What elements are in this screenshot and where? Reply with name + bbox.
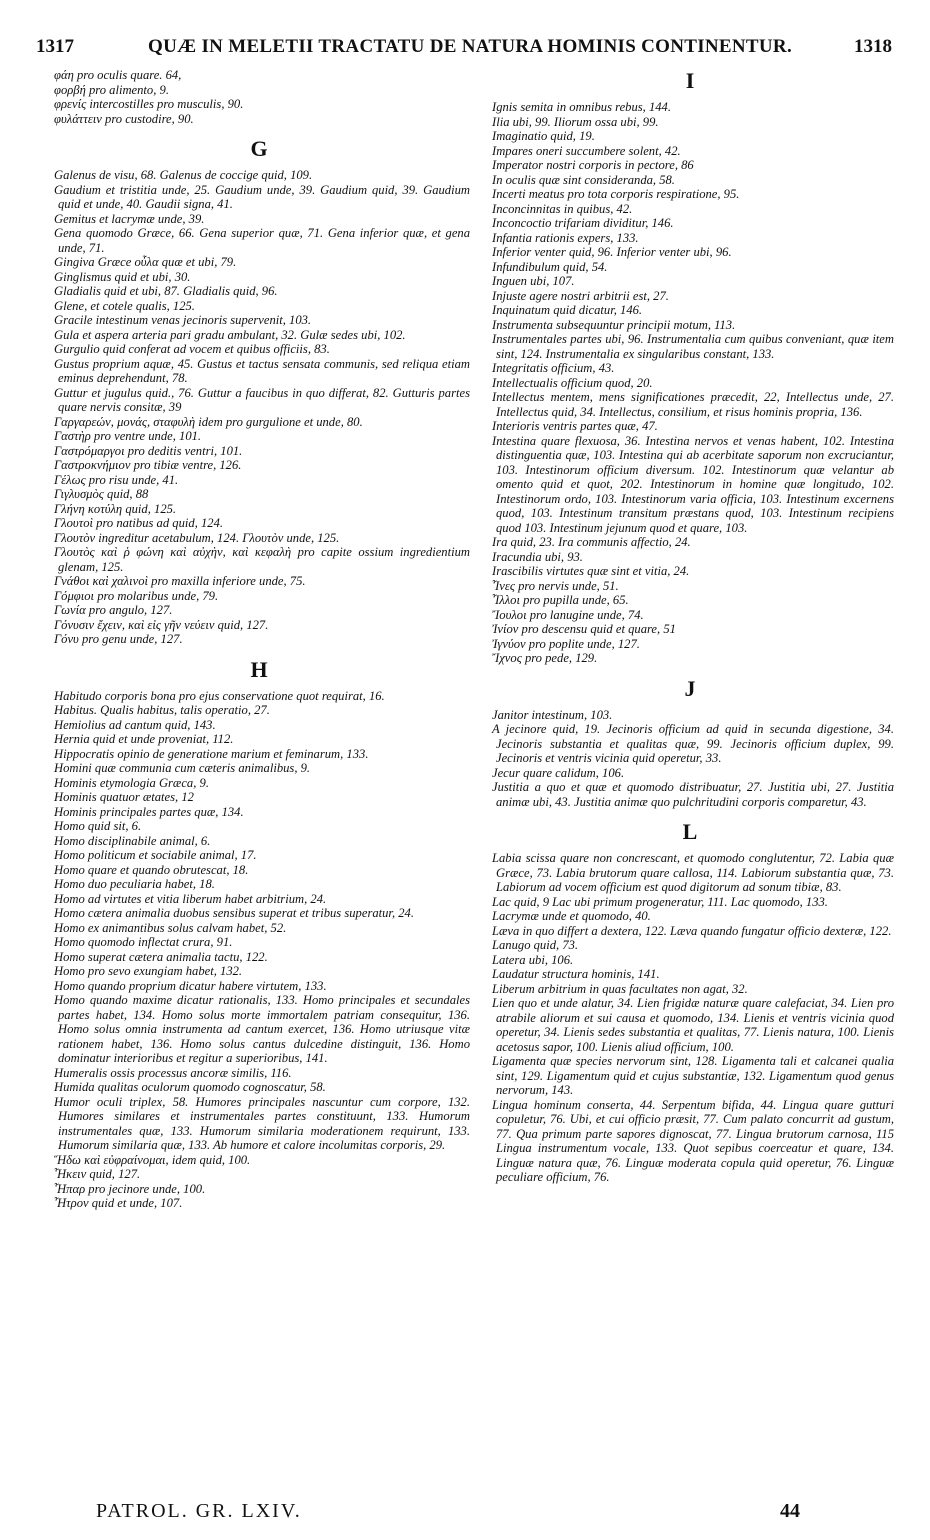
index-entry: Ἦτρον quid et unde, 107. (54, 1196, 183, 1210)
index-entry: Homo pro sevo exungiam habet, 132. (54, 964, 243, 978)
index-entry: Humida qualitas oculorum quomodo cognoscatur, 58. (54, 1080, 326, 1094)
running-title: QUÆ IN MELETII TRACTATU DE NATURA HOMINIS CONTINENTUR. (148, 36, 792, 57)
index-entry: Homo quomodo inflectat crura, 91. (54, 935, 233, 949)
index-entry: φυλάττειν pro custodire, 90. (54, 111, 194, 126)
index-entry: Gladialis quid et ubi, 87. Gladialis quid, 96. (54, 284, 278, 298)
index-entry: Infundibulum quid, 54. (492, 259, 608, 274)
index-entry: Instrumentales partes ubi, 96. Instrumentalia cum quibus conveniant, quæ item sint, 124. Instrumentalia ex singularibus constant, 133. (492, 332, 894, 361)
section-letter-g: G (250, 136, 268, 161)
footer-sheet-number: 44 (780, 1500, 800, 1522)
index-entry: Inguen ubi, 107. (492, 274, 575, 288)
index-entry: Inconcoctio trifariam dividitur, 146. (492, 216, 674, 230)
index-entry: Ἴουλοι pro lanugine unde, 74. (492, 607, 644, 622)
index-entry: Ἧπαρ pro jecinore unde, 100. (54, 1181, 206, 1196)
index-entry: Incerti meatus pro tota corporis respiratione, 95. (492, 187, 740, 201)
index-entry: Glene, et cotele qualis, 125. (54, 298, 195, 313)
index-entry: Gracile intestinum venas jecinoris supervenit, 103. (54, 313, 312, 327)
index-entry: Lingua hominum conserta, 44. Serpentum bifida, 44. Lingua quare gutturi copuletur, 76. Ubi, et cui officio præsit, 77. Cum palato concurrit ad gustum, 77. Qua primum parte sapores dignoscat, 77. Lingua brutorum carnosa, 115 Lingua instrumentum vocale, 133. Quot sepibus coerceatur et quare, 134. Linguæ natura quæ, 76. Linguæ moderata copula quid operetur, 76. Linguæ peculiare officium, 76. (492, 1097, 894, 1184)
index-entry: Homo superat cætera animalia tactu, 122. (54, 949, 268, 964)
index-entry: Ira quid, 23. Ira communis affectio, 24. (492, 535, 691, 549)
section-letter-l: L (682, 819, 698, 844)
index-entry: Homo quando maxime dicatur rationalis, 133. Homo principales et secundales partes habet, 134. Homo solus morte immortalem patriam consequitur, 136. Homo solus omnia instrumenta ad cantum exercet, 136. Homo utriusque vitæ rationem habet, 136. Homo solus cantus dulcedine distinguit, 136. Homo dominatur interioribus et regitur a superioribus, 141. (54, 993, 470, 1065)
index-entry: Humor oculi triplex, 58. Humores principales nascuntur cum corpore, 132. Humores similares et instrumentales partes constituunt, 133. Humorum instrumentales quæ, 133. Humorum similaria moderationem requirunt, 133. Humorum similaria quæ, 133. Ab humore et calore incolumitas corporis, 29. (54, 1094, 470, 1152)
index-entry: Lacrymæ unde et quomodo, 40. (492, 909, 651, 923)
index-entry: Γόμφιοι pro molaribus unde, 79. (54, 588, 219, 603)
index-entry: Homini quæ communia cum cæteris animalibus, 9. (54, 761, 311, 775)
index-entry: Ginglismus quid et ubi, 30. (54, 269, 191, 284)
footer-signature: PATROL. GR. LXIV. (96, 1500, 302, 1522)
index-entry: Guttur et jugulus quid., 76. Guttur a faucibus in quo differat, 82. Gutturis partes quare nervis consitæ, 39 (54, 385, 470, 414)
index-entry: Janitor intestinum, 103. (492, 707, 613, 722)
index-entry: Lac quid, 9 Lac ubi primum progeneratur, 111. Lac quomodo, 133. (492, 894, 828, 909)
index-entry: Homo disciplinabile animal, 6. (54, 833, 211, 848)
index-entry: Laudatur structura hominis, 141. (492, 967, 660, 981)
index-entry: Gaudium et tristitia unde, 25. Gaudium unde, 39. Gaudium quid, 39. Gaudium quid et unde, 40. Gaudii signa, 41. (54, 182, 470, 211)
index-entry: Homo cætera animalia duobus sensibus superat et tribus superatur, 24. (54, 906, 414, 920)
index-entry: Gurgulio quid conferat ad vocem et quibus officiis, 83. (54, 342, 330, 356)
index-entry: Γλουτὸς καὶ ῥ φώνη καὶ αὐχὴν, καὶ κεφαλὴ pro capite ossium ingredientium glenam, 125. (54, 545, 470, 574)
index-entry: Γαργαρεών, μονάς, σταφυλὴ idem pro gurgulione et unde, 80. (54, 414, 363, 429)
index-entry: Imperator nostri corporis in pectore, 86 (492, 158, 694, 172)
entries-i (486, 100, 894, 666)
index-entry: Ἧκειν quid, 127. (54, 1167, 141, 1181)
index-entry: Instrumenta subsequuntur principii motum, 113. (492, 317, 736, 332)
index-entry: Gemitus et lacrymæ unde, 39. (54, 211, 205, 226)
index-entry: Ignis semita in omnibus rebus, 144. (492, 100, 671, 114)
index-entry: Γέλως pro risu unde, 41. (54, 472, 179, 487)
entries-g (48, 168, 470, 647)
section-letter-i: I (685, 68, 695, 93)
left-column (48, 68, 470, 1211)
page-number-left: 1317 (36, 36, 74, 57)
entries-h (48, 689, 470, 1211)
index-entry: Ligamenta quæ species nervorum sint, 128. Ligamenta tali et calcanei qualia sint, 129. Ligamentum quid et cujus substantiæ, 132. Ligamentum quod genus nervorum, 143. (492, 1054, 894, 1097)
index-entry: Gustus proprium aquæ, 45. Gustus et tactus sensata communis, sed reliqua etiam eminus deprehendunt, 78. (54, 356, 470, 385)
index-entry: Irascibilis virtutes quæ sint et vitia, 24. (492, 564, 690, 578)
index-entry: A jecinore quid, 19. Jecinoris officium ad quid in secunda digestione, 34. Jecinoris substantia et qualitas quæ, 99. Jecinoris officium duplex, 99. Jecinoris et ventris vicinia quid operetur, 33. (492, 722, 894, 765)
index-entry: Lien quo et unde alatur, 34. Lien frigidæ naturæ quare calefaciat, 34. Lien pro atrabile aliorum et sui causa et quomodo, 134. Lienis et ventris vicinia quod operetur, 34. Lienis sedes substantia et qualitas, 77. Lienis natura, 100. Lienis acetosus sapor, 100. Lienis aliud officium, 100. (492, 996, 894, 1054)
index-entry: Latera ubi, 106. (492, 952, 574, 967)
index-entry: Γόνυσιν ἔχειν, καὶ εἰς γῆν νεύειν quid, 127. (54, 617, 269, 632)
index-entry: Γαστροκνήμιον pro tibiæ ventre, 126. (54, 458, 242, 472)
right-column (486, 68, 894, 1185)
index-entry: Hominis principales partes quæ, 134. (54, 804, 244, 819)
index-entry: Γλήνη κοτύλη quid, 125. (54, 501, 177, 516)
index-entry: Intellectus mentem, mens significationes præcedit, 22, Intellectus unde, 27. Intellectus quid, 34. Intellectus, consilium, et risus hominis propria, 136. (492, 390, 894, 419)
section-letter-h: H (250, 656, 268, 682)
index-entry: Hominis quatuor ætates, 12 (54, 790, 194, 804)
index-entry: Homo politicum et sociabile animal, 17. (54, 848, 257, 862)
index-entry: Inquinatum quid dicatur, 146. (492, 303, 643, 317)
entries-pre (48, 68, 470, 126)
index-entry: Interioris ventris partes quæ, 47. (492, 419, 658, 433)
index-entry: Gena quomodo Græce, 66. Gena superior quæ, 71. Gena inferior quæ, et gena unde, 71. (54, 226, 470, 255)
index-entry: Γαστὴρ pro ventre unde, 101. (54, 429, 202, 443)
page-number-right: 1318 (854, 36, 892, 57)
index-entry: Ἴχνος pro pede, 129. (492, 651, 598, 665)
index-entry: Ἥδω καὶ εὐφραίνομαι, idem quid, 100. (54, 1152, 251, 1167)
index-entry: Homo ad virtutes et vitia liberum habet arbitrium, 24. (54, 891, 327, 906)
index-entry: Iracundia ubi, 93. (492, 549, 583, 564)
index-entry: Inconcinnitas in quibus, 42. (492, 201, 633, 216)
index-entry: Lanugo quid, 73. (492, 938, 579, 952)
index-entry: Γνάθοι καὶ χαλινοὶ pro maxilla inferiore unde, 75. (54, 574, 306, 588)
index-entry: Justitia a quo et quæ et quomodo distribuatur, 27. Justitia ubi, 27. Justitia animæ ubi, 43. Justitia animæ quo pulchritudini corporis comparetur, 43. (492, 780, 894, 809)
index-entry: Ilia ubi, 99. Iliorum ossa ubi, 99. (492, 114, 659, 129)
index-entry: Jecur quare calidum, 106. (492, 765, 625, 780)
index-entry: Homo quando proprium dicatur habere virtutem, 133. (54, 978, 327, 993)
index-entry: Intestina quare flexuosa, 36. Intestina nervos et venas habent, 102. Intestina distinguentia quæ, 103. Intestina qui ab acerbitate saporum non excruciantur, 103. Intestinorum officium diversum. 102. Intestinorum quæ velantur ab omento quid et quot, 202. Intestinorum in homine quæ longitudo, 102. Intestinorum ordo, 103. Intestinorum varia officia, 103. Intestinum excernens quod, 103. Intestinum transitum præstans quod, 103. Intestinum recipiens quod 103. Intestinum jejunum quod et quare, 103. (492, 433, 894, 535)
index-entry: Injuste agere nostri arbitrii est, 27. (492, 288, 669, 303)
index-entry: Ἰνίον pro descensu quid et quare, 51 (492, 622, 676, 636)
index-entry: Ἶλλοι pro pupilla unde, 65. (492, 593, 629, 607)
index-entry: Integritatis officium, 43. (492, 361, 615, 375)
section-letter-j: J (684, 675, 696, 701)
index-entry: Γωνία pro angulo, 127. (54, 603, 173, 617)
index-entry: Habitudo corporis bona pro ejus conservatione quot requirat, 16. (54, 688, 385, 703)
index-entry: Γλουτοὶ pro natibus ad quid, 124. (54, 516, 224, 530)
index-entry: φρενίς intercostilles pro musculis, 90. (54, 97, 244, 111)
index-entry: Hemiolius ad cantum quid, 143. (54, 717, 216, 732)
index-entry: In oculis quæ sint consideranda, 58. (492, 172, 675, 187)
index-entry: Gingiva Græce οὖλα quæ et ubi, 79. (54, 255, 237, 269)
index-entry: Homo quid sit, 6. (54, 819, 142, 833)
index-entry: Hominis etymologia Græca, 9. (54, 775, 209, 790)
index-entry: Inferior venter quid, 96. Inferior venter ubi, 96. (492, 245, 732, 259)
index-entry: Homo quare et quando obrutescat, 18. (54, 862, 249, 877)
index-entry: Galenus de visu, 68. Galenus de coccige quid, 109. (54, 168, 313, 182)
index-entry: Γόνυ pro genu unde, 127. (54, 632, 183, 646)
index-entry: Γιγλυσμὸς quid, 88 (54, 487, 149, 501)
index-entry: Ἰγνύον pro poplite unde, 127. (492, 636, 640, 651)
page-footer (0, 1500, 930, 1526)
index-entry: Γλουτὸν ingreditur acetabulum, 124. Γλουτὸν unde, 125. (54, 530, 340, 545)
entries-l (486, 851, 894, 1185)
index-entry: Hernia quid et unde proveniat, 112. (54, 732, 234, 746)
index-entry: Habitus. Qualis habitus, talis operatio, 27. (54, 703, 270, 717)
index-entry: Infantia rationis expers, 133. (492, 230, 639, 245)
index-entry: φορβή pro alimento, 9. (54, 82, 169, 97)
index-entry: Intellectualis officium quod, 20. (492, 375, 653, 390)
page-header (0, 36, 930, 58)
index-entry: Humeralis ossis processus ancoræ similis, 116. (54, 1065, 292, 1080)
index-entry: Hippocratis opinio de generatione marium et feminarum, 133. (54, 746, 369, 761)
index-entry: Γαστρόμαργοι pro deditis ventri, 101. (54, 443, 243, 458)
index-entry: Homo duo peculiaria habet, 18. (54, 877, 215, 891)
index-entry: Liberum arbitrium in quas facultates non agat, 32. (492, 981, 748, 996)
index-entry: Impares oneri succumbere solent, 42. (492, 143, 681, 158)
index-entry: Gula et aspera arteria pari gradu ambulant, 32. Gulæ sedes ubi, 102. (54, 327, 406, 342)
index-entry: Labia scissa quare non concrescant, et quomodo conglutentur, 72. Labia quæ Græce, 73. Labia brutorum quare callosa, 114. Labiorum substantia quæ, 73. Labiorum ad vocem officium est quod digitorum ad sonum tibiæ, 83. (492, 851, 894, 894)
index-entry: φάη pro oculis quare. 64, (54, 68, 182, 82)
index-entry: Læva in quo differt a dextera, 122. Læva quando fungatur officio dexteræ, 122. (492, 923, 892, 938)
entries-j (486, 708, 894, 810)
index-entry: Imaginatio quid, 19. (492, 129, 595, 143)
index-entry: Ἶνες pro nervis unde, 51. (492, 578, 619, 593)
index-entry: Homo ex animantibus solus calvam habet, 52. (54, 920, 287, 935)
